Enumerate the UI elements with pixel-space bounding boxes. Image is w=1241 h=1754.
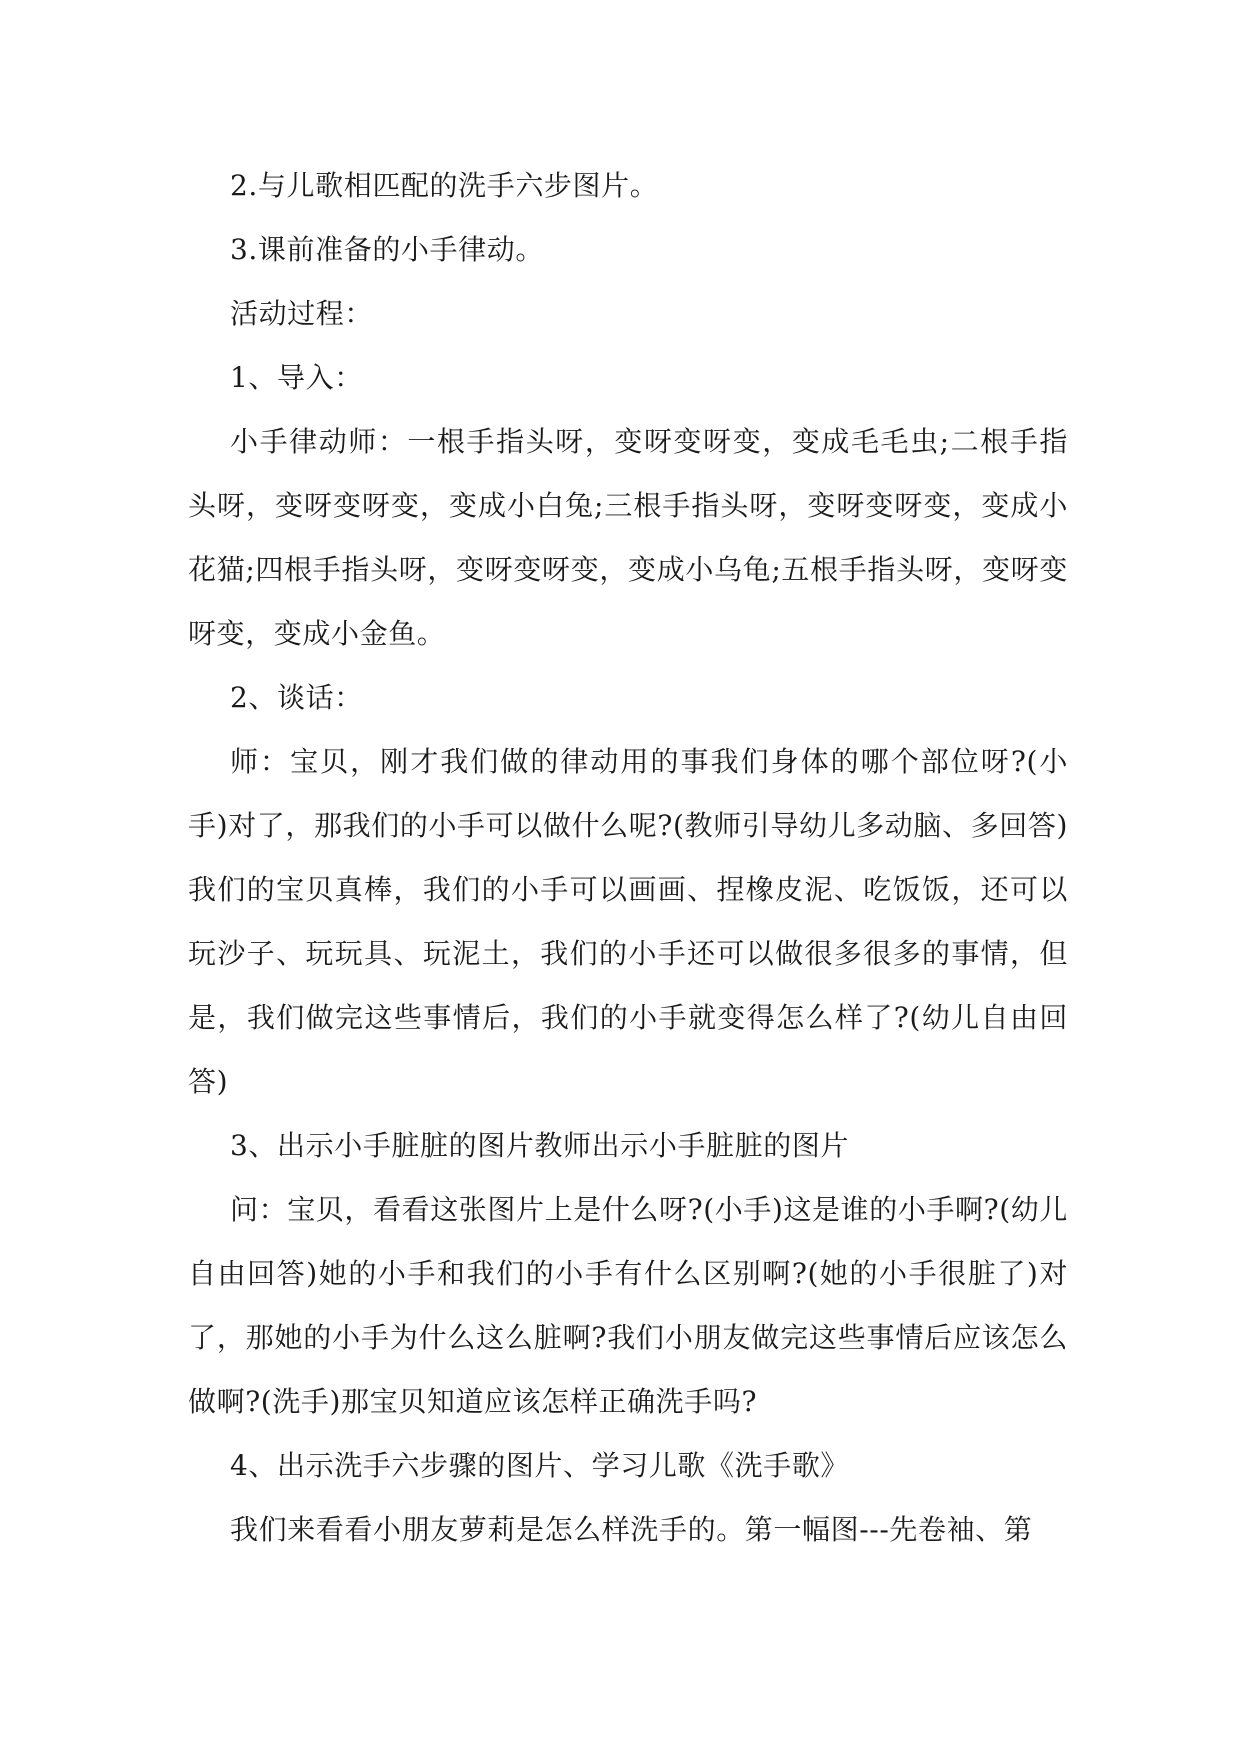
- paragraph-finger-rhythm: 小手律动师：一根手指头呀，变呀变呀变，变成毛毛虫;二根手指头呀，变呀变呀变，变成小白兔;三根手指头呀，变呀变呀变，变成小花猫;四根手指头呀，变呀变呀变，变成小乌龟;五根手指头呀，变呀变呀变，变成小金鱼。: [188, 425, 1068, 650]
- document-body: [188, 154, 1068, 1562]
- step-heading-4: 4、出示洗手六步骤的图片、学习儿歌《洗手歌》: [230, 1449, 850, 1482]
- step-heading-1: 1、导入：: [230, 361, 363, 394]
- step-heading-2: 2、谈话：: [230, 681, 363, 714]
- paragraph-material-2: 2.与儿歌相匹配的洗手六步图片。: [230, 169, 659, 202]
- section-heading-activity-process: 活动过程：: [230, 297, 374, 330]
- paragraph-teacher-talk: 师：宝贝，刚才我们做的律动用的事我们身体的哪个部位呀?(小手)对了，那我们的小手可以做什么呢?(教师引导幼儿多动脑、多回答)我们的宝贝真棒，我们的小手可以画画、捏橡皮泥、吃饭饭，还可以玩沙子、玩玩具、玩泥土，我们的小手还可以做很多很多的事情，但是，我们做完这些事情后，我们的小手就变得怎么样了?(幼儿自由回答): [188, 745, 1068, 1098]
- paragraph-dirty-hands-question: 问：宝贝，看看这张图片上是什么呀?(小手)这是谁的小手啊?(幼儿自由回答)她的小手和我们的小手有什么区别啊?(她的小手很脏了)对了，那她的小手为什么这么脏啊?我们小朋友做完这些事情后应该怎么做啊?(洗手)那宝贝知道应该怎样正确洗手吗?: [188, 1193, 1068, 1418]
- paragraph-six-steps-intro: 我们来看看小朋友萝莉是怎么样洗手的。第一幅图---先卷袖、第: [230, 1513, 1033, 1546]
- step-heading-3: 3、出示小手脏脏的图片教师出示小手脏脏的图片: [230, 1129, 850, 1162]
- paragraph-material-3: 3.课前准备的小手律动。: [230, 233, 544, 266]
